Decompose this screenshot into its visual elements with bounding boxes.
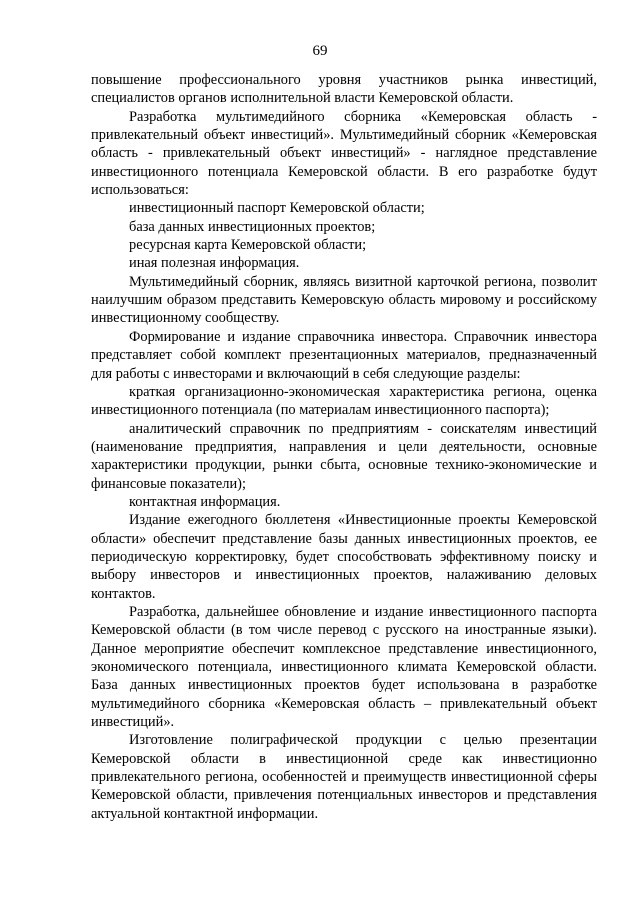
list-item: контактная информация. (129, 493, 281, 510)
paragraph: Изготовление полиграфической продукции с целью презентации Кемеровской области в инвестиционной среде как инвестиционно привлекательного региона, особенностей и преимуществ инвестиционной сферы Кемеровской области, привлечения потенциальных инвесторов и представления актуальной контактной информации. (91, 732, 597, 822)
paragraph: повышение профессионального уровня участников рынка инвестиций, специалистов органов исполнительной власти Кемеровской области. (91, 72, 597, 107)
list-item: база данных инвестиционных проектов; (129, 218, 376, 235)
page-number: 69 (312, 43, 328, 59)
paragraph: Разработка, дальнейшее обновление и издание инвестиционного паспорта Кемеровской области (в том числе перевод с русского на иностранные языки). Данное мероприятие обеспечит комплексное представление инвестиционного, экономического потенциала, инвестиционного климата Кемеровской области. База данных инвестиционных проектов будет использована в разработке мультимедийного сборника «Кемеровская область – привлекательный объект инвестиций». (91, 603, 597, 731)
list-item: краткая организационно-экономическая характеристика региона, оценка инвестиционного потенциала (по материалам инвестиционного паспорта); (91, 383, 597, 419)
list-item: иная полезная информация. (129, 255, 300, 272)
paragraph: Разработка мультимедийного сборника «Кемеровская область - привлекательный объект инвестиций». Мультимедийный сборник «Кемеровская область - привлекательный объект инвестиций» - наглядное представление инвестиционного потенциала Кемеровской области. В его разработке будут использоваться: (91, 108, 597, 199)
paragraph: Мультимедийный сборник, являясь визитной карточкой региона, позволит наилучшим образом представить Кемеровскую область мировому и российскому инвестиционному сообществу. (91, 273, 597, 327)
list-item: инвестиционный паспорт Кемеровской области; (129, 200, 425, 217)
paragraph: Издание ежегодного бюллетеня «Инвестиционные проекты Кемеровской области» обеспечит представление базы данных инвестиционных проектов, ее периодическую корректировку, будет способствовать эффективному поиску и выбору инвесторов и инвестиционных проектов, налаживанию деловых контактов. (91, 512, 597, 602)
list-item: аналитический справочник по предприятиям - соискателям инвестиций (наименование предприятия, направления и цели деятельности, основные характеристики продукции, рынки сбыта, основные технико-экономические и финансовые показатели); (91, 420, 597, 492)
document-body (91, 71, 597, 823)
paragraph: Формирование и издание справочника инвестора. Справочник инвестора представляет собой комплект презентационных материалов, предназначенный для работы с инвесторами и включающий в себя следующие разделы: (91, 328, 597, 382)
list-item: ресурсная карта Кемеровской области; (129, 237, 367, 254)
